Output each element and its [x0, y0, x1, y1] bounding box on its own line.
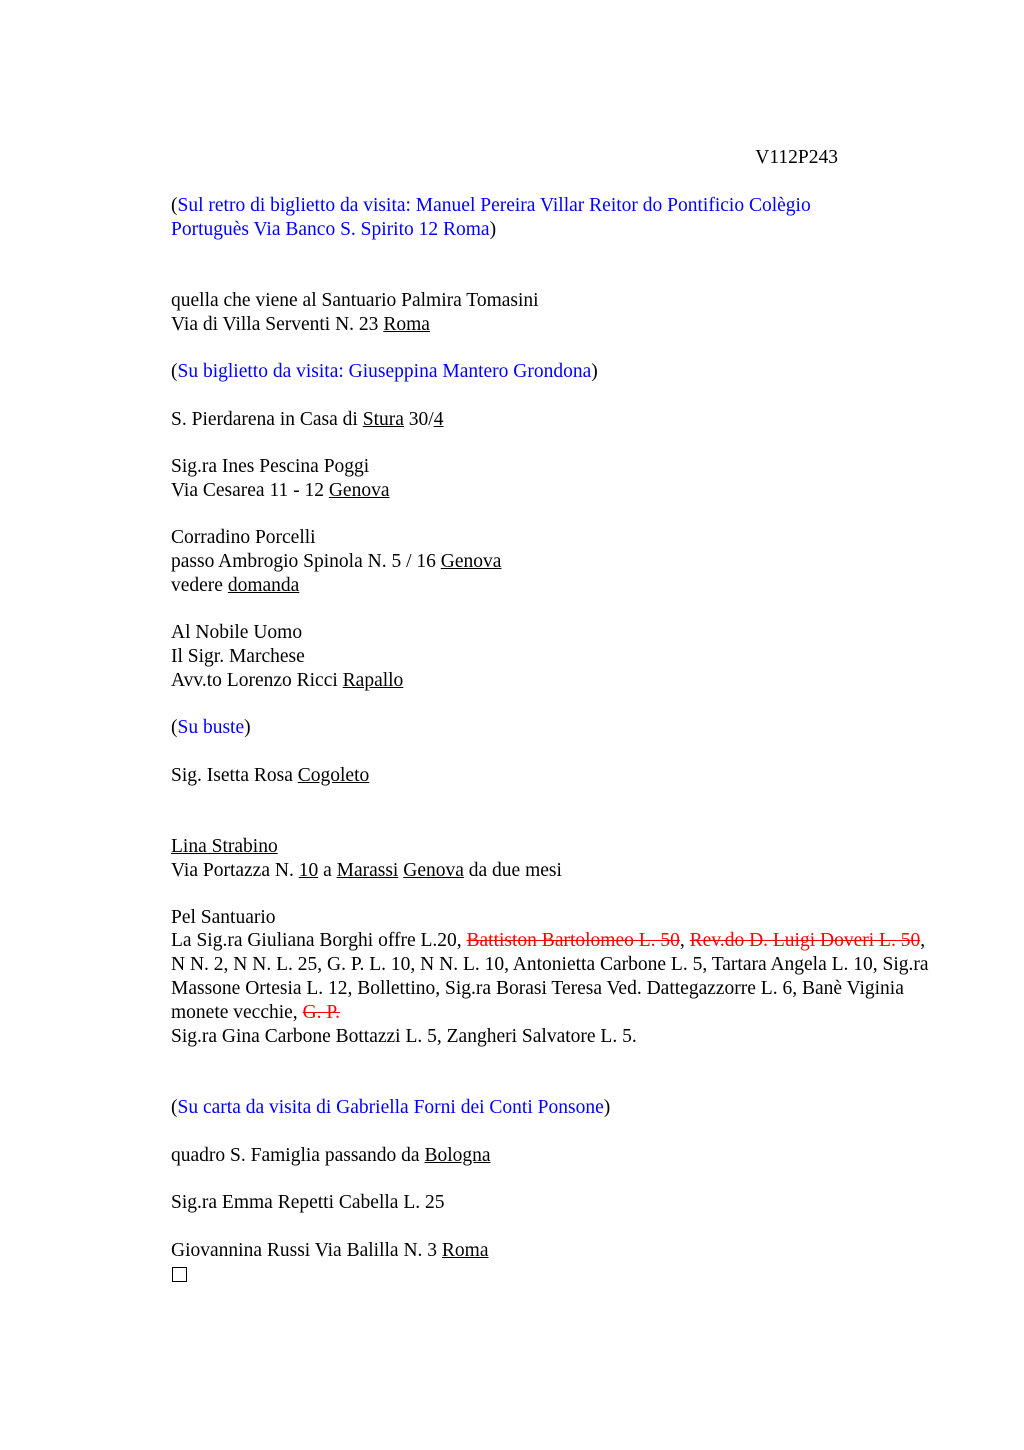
stura-word: Stura [362, 409, 404, 430]
entry-isetta [171, 764, 369, 788]
card-note-text: Su biglietto da visita: Giuseppina Mantero Grondona [177, 361, 592, 382]
address-text: S. Pierdarena in Casa di [171, 409, 363, 430]
entry-ricci-line2: Il Sigr. Marchese [171, 646, 305, 667]
address-text: Via di Villa Serventi N. 23 [171, 314, 384, 335]
card-note-text-cont: Portuguès Via Banco S. Spirito 12 Roma [171, 219, 490, 240]
struck-donation: G. P. [302, 1002, 340, 1023]
name-text: Avv.to Lorenzo Ricci [171, 670, 343, 691]
domanda-word: domanda [227, 575, 300, 596]
city-cogoleto: Cogoleto [297, 765, 370, 786]
city-bologna: Bologna [424, 1145, 491, 1166]
donations-paragraph [171, 929, 931, 1025]
entry-pierdarena [171, 408, 443, 432]
entry-poggi-line1: Sig.ra Ines Pescina Poggi [171, 456, 370, 477]
envelope-note: (Su buste) [171, 717, 251, 738]
entry-ricci-line1: Al Nobile Uomo [171, 622, 303, 643]
entry-strabino-name [171, 835, 278, 859]
donation-text: , N N. 2, N N. L. 25, G. P. L. 10, N N. L. 10, Antonietta Carbone L. 5, Tartara Angela L. 10, Sig.ra Massone Ortesia L. 12, Bollettino, Sig.ra Borasi Teresa Ved. Dattegazzorre L. 6, Banè Viginia monete vecchie, [171, 930, 929, 1023]
santuario-heading: Pel Santuario [171, 907, 276, 928]
address-subnumber: 4 [433, 409, 444, 430]
visiting-card-note-4: (Su carta da visita di Gabriella Forni dei Conti Ponsone) [171, 1097, 611, 1118]
address-number: 30/ [403, 409, 434, 430]
entry-ricci-line3 [171, 669, 403, 693]
address-text: Via Cesarea 11 - 12 [171, 480, 329, 501]
struck-donation: Battiston Bartolomeo L. 50 [466, 930, 680, 951]
city-roma: Roma [383, 314, 430, 335]
empty-box-icon [172, 1266, 187, 1288]
address-text: Giovannina Russi Via Balilla N. 3 [171, 1240, 442, 1261]
visiting-card-note-1: (Sul retro di biglietto da visita: Manuel Pereira Villar Reitor do Pontificio Colègio [171, 195, 811, 216]
city-rapallo: Rapallo [342, 670, 404, 691]
city-roma: Roma [441, 1240, 489, 1261]
note-text: quadro S. Famiglia passando da [171, 1145, 425, 1166]
card-note-text: Su carta da visita di Gabriella Forni dei Conti Ponsone [177, 1097, 604, 1118]
address-text: Via Portazza N. [171, 860, 299, 881]
entry-russi [171, 1239, 489, 1263]
entry-tomasini-line2 [171, 313, 430, 337]
entry-porcelli-line3 [171, 574, 299, 598]
name-lina-strabino: Lina Strabino [171, 836, 278, 857]
donations-last-line: Sig.ra Gina Carbone Bottazzi L. 5, Zangheri Salvatore L. 5. [171, 1026, 637, 1047]
card-note-text: Su buste [177, 717, 245, 738]
name-text: Sig. Isetta Rosa [171, 765, 298, 786]
separator: , [679, 930, 690, 951]
entry-quadro [171, 1144, 491, 1168]
entry-porcelli-line1: Corradino Porcelli [171, 527, 316, 548]
entry-cabella: Sig.ra Emma Repetti Cabella L. 25 [171, 1192, 445, 1213]
struck-donation: Rev.do D. Luigi Doveri L. 50 [689, 930, 921, 951]
entry-porcelli-line2 [171, 550, 501, 574]
card-note-text: Sul retro di biglietto da visita: Manuel Pereira Villar Reitor do Pontificio Colègio [177, 195, 811, 216]
page-reference: V112P243 [755, 147, 838, 168]
address-text: passo Ambrogio Spinola N. 5 / 16 [171, 551, 441, 572]
entry-tomasini-line1: quella che viene al Santuario Palmira Tomasini [171, 290, 539, 311]
city-genova: Genova [328, 480, 390, 501]
visiting-card-note-1-cont: Portuguès Via Banco S. Spirito 12 Roma) [171, 219, 497, 240]
address-text: a [318, 860, 337, 881]
donation-text: La Sig.ra Giuliana Borghi offre L.20, [171, 930, 467, 951]
note-text: vedere [171, 575, 228, 596]
entry-poggi-line2 [171, 479, 390, 503]
address-number: 10 [298, 860, 319, 881]
city-genova: Genova [440, 551, 502, 572]
note-text: da due mesi [463, 860, 562, 881]
city-genova: Genova [403, 860, 464, 881]
district-marassi: Marassi [336, 860, 399, 881]
entry-strabino-address [171, 859, 562, 883]
visiting-card-note-2: (Su biglietto da visita: Giuseppina Mantero Grondona) [171, 361, 598, 382]
